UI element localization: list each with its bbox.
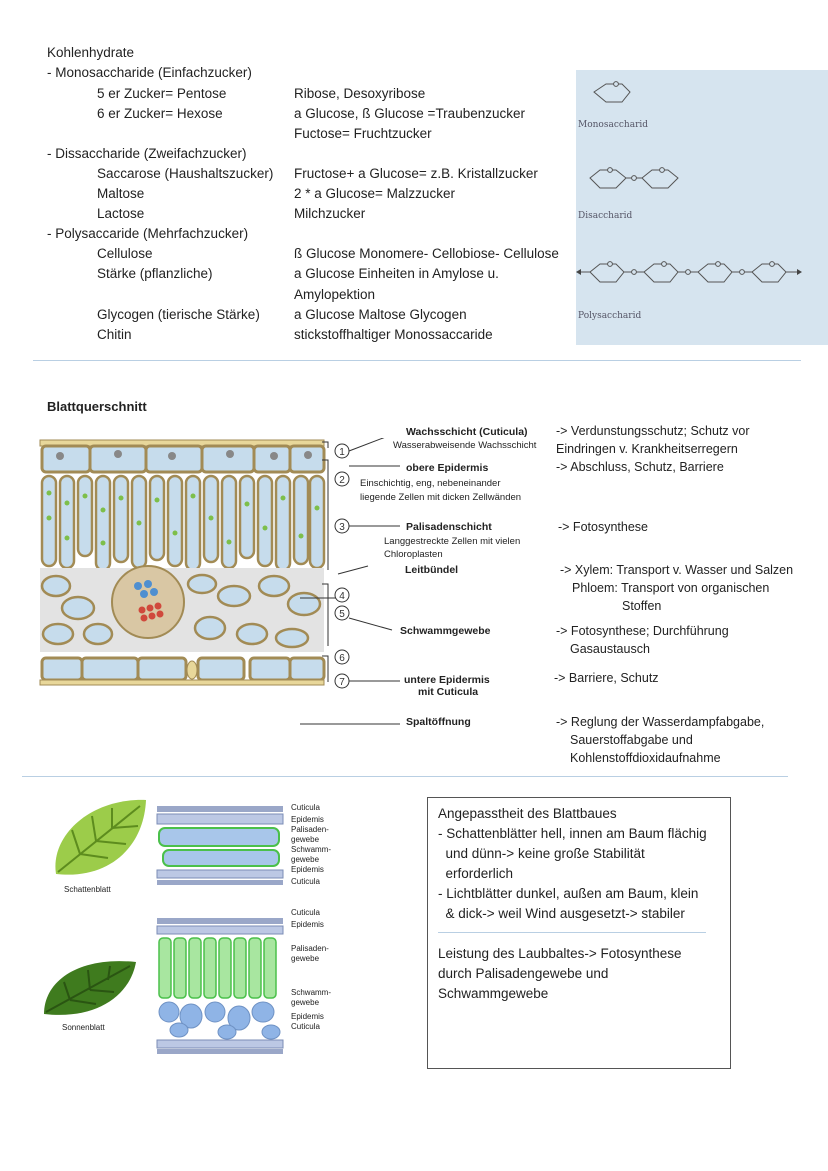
sugar-ring bbox=[752, 264, 786, 282]
di-term: Lactose bbox=[97, 206, 145, 221]
layer-label: Schwamm- bbox=[291, 988, 332, 997]
summary-line: Schwammgewebe bbox=[438, 986, 549, 1001]
layer-label: Schwamm- bbox=[291, 845, 332, 854]
marker-4: 4 bbox=[339, 591, 345, 602]
note-spongy: -> Fotosynthese; Durchführung bbox=[556, 624, 729, 638]
note-palisade: -> Fotosynthese bbox=[558, 520, 648, 534]
caption-di: Disaccharid bbox=[578, 211, 633, 221]
sugar-ring bbox=[698, 264, 732, 282]
label-vascular-bundle: Leitbündel bbox=[405, 564, 459, 576]
sugar-ring bbox=[590, 170, 626, 188]
shade-leaf-section bbox=[155, 804, 285, 888]
label-upper-sub1: Einschichtig, eng, nebeneinander bbox=[360, 478, 501, 489]
note-stoma-3: Kohlenstoffdioxidaufnahme bbox=[570, 751, 721, 765]
layer-label: gewebe bbox=[291, 855, 320, 864]
vascular-bundle bbox=[112, 566, 184, 638]
mono-term: 6 er Zucker= Hexose bbox=[97, 106, 223, 121]
poly-desc: Amylopektion bbox=[294, 287, 376, 302]
label-palisade-sub2: Chloroplasten bbox=[384, 549, 443, 560]
label-cuticula-sub: Wasserabweisende Wachsschicht bbox=[393, 440, 537, 451]
summary-line: - Lichtblätter dunkel, außen am Baum, klein bbox=[438, 886, 699, 901]
mono-term: 5 er Zucker= Pentose bbox=[97, 86, 227, 101]
sugar-ring bbox=[590, 264, 624, 282]
note-stoma: -> Reglung der Wasserdampfabgabe, bbox=[556, 715, 765, 729]
summary-line: Leistung des Laubbaltes-> Fotosynthese bbox=[438, 946, 682, 961]
layer-label: gewebe bbox=[291, 998, 320, 1007]
caption-poly: Polysaccharid bbox=[578, 311, 642, 321]
layer-label: Epidemis bbox=[291, 865, 324, 874]
sun-leaf-section bbox=[155, 916, 285, 1056]
label-palisade: Palisadenschicht bbox=[406, 521, 492, 533]
note-phloem-2: Stoffen bbox=[622, 599, 662, 613]
note-stoma-2: Sauerstoffabgabe und bbox=[570, 733, 693, 747]
mono-desc: Fuctose= Fruchtzucker bbox=[294, 126, 432, 141]
saccharide-diagram-panel bbox=[576, 70, 828, 345]
summary-line: und dünn-> keine große Stabilität bbox=[438, 846, 645, 861]
lower-epidermis-cells bbox=[42, 658, 324, 680]
sugar-ring bbox=[642, 170, 678, 188]
note-cuticula-2: Eindringen v. Krankheitserregern bbox=[556, 442, 738, 456]
sugar-ring bbox=[644, 264, 678, 282]
summary-line: & dick-> weil Wind ausgesetzt-> stabiler bbox=[438, 906, 685, 921]
palisade-cells bbox=[42, 476, 324, 570]
section-divider bbox=[33, 360, 801, 361]
saccharide-rings bbox=[576, 70, 828, 345]
summary-title: Angepasstheit des Blattbaues bbox=[438, 806, 617, 821]
layer-label: gewebe bbox=[291, 835, 320, 844]
label-lower-cuticula: mit Cuticula bbox=[418, 686, 479, 698]
marker-5: 5 bbox=[339, 609, 345, 620]
marker-2: 2 bbox=[339, 475, 345, 486]
summary-line: - Schattenblätter hell, innen am Baum flächig bbox=[438, 826, 707, 841]
sun-layer-labels bbox=[291, 908, 331, 1032]
ring-oxygen bbox=[614, 82, 619, 87]
carbs-title: Kohlenhydrate bbox=[47, 45, 135, 60]
di-desc: 2 * a Glucose= Malzzucker bbox=[294, 186, 455, 201]
layer-label: gewebe bbox=[291, 954, 320, 963]
stoma bbox=[187, 661, 197, 679]
mono-desc: Ribose, Desoxyribose bbox=[294, 86, 426, 101]
shade-layer-labels bbox=[291, 803, 331, 887]
di-term: Saccarose (Haushaltszucker) bbox=[97, 166, 274, 181]
marker-6: 6 bbox=[339, 653, 345, 664]
poly-term: Cellulose bbox=[97, 246, 153, 261]
label-upper-epidermis: obere Epidermis bbox=[406, 462, 489, 474]
sun-leaf-caption: Sonnenblatt bbox=[62, 1023, 105, 1032]
label-cuticula: Wachsschicht (Cuticula) bbox=[406, 426, 528, 438]
marker-7: 7 bbox=[339, 677, 345, 688]
summary-divider bbox=[438, 932, 706, 933]
label-stoma: Spaltöffnung bbox=[406, 716, 471, 728]
di-desc: Milchzucker bbox=[294, 206, 366, 221]
poly-term: Stärke (pflanzliche) bbox=[97, 266, 213, 281]
poly-term: Chitin bbox=[97, 327, 132, 342]
sun-leaf-image bbox=[40, 956, 140, 1020]
note-phloem: Phloem: Transport von organischen bbox=[572, 581, 770, 595]
poly-desc: stickstoffhaltiger Monossaccaride bbox=[294, 327, 493, 342]
label-lower-epidermis: untere Epidermis bbox=[404, 674, 490, 686]
poly-desc: a Glucose Maltose Glycogen bbox=[294, 307, 467, 322]
poly-desc: a Glucose Einheiten in Amylose u. bbox=[294, 266, 499, 281]
layer-label: Cuticula bbox=[291, 908, 320, 917]
note-cuticula: -> Verdunstungsschutz; Schutz vor bbox=[556, 424, 750, 438]
poly-header: - Polysaccaride (Mehrfachzucker) bbox=[47, 226, 249, 241]
summary-line: durch Palisadengewebe und bbox=[438, 966, 609, 981]
leaf-title: Blattquerschnitt bbox=[47, 399, 147, 414]
shade-leaf-image bbox=[50, 796, 150, 882]
leaf-cross-section bbox=[38, 438, 328, 693]
di-desc: Fructose+ a Glucose= z.B. Kristallzucker bbox=[294, 166, 538, 181]
layer-label: Cuticula bbox=[291, 877, 320, 886]
caption-mono: Monosaccharid bbox=[578, 120, 649, 130]
marker-1: 1 bbox=[339, 447, 345, 458]
layer-label: Epidemis bbox=[291, 815, 324, 824]
note-spongy-2: Gasaustausch bbox=[570, 642, 650, 656]
summary-line: erforderlich bbox=[438, 866, 514, 881]
section-divider bbox=[22, 776, 788, 777]
note-upper-epidermis: -> Abschluss, Schutz, Barriere bbox=[556, 460, 724, 474]
note-xylem: -> Xylem: Transport v. Wasser und Salzen bbox=[560, 563, 794, 577]
sugar-ring bbox=[594, 84, 630, 102]
upper-epidermis-cells bbox=[42, 446, 324, 472]
note-lower-epidermis: -> Barriere, Schutz bbox=[554, 671, 659, 685]
label-palisade-sub1: Langgestreckte Zellen mit vielen bbox=[384, 536, 521, 547]
shade-leaf-caption: Schattenblatt bbox=[64, 885, 111, 894]
layer-label: Epidemis bbox=[291, 1012, 324, 1021]
layer-label: Epidemis bbox=[291, 920, 324, 929]
di-header: - Dissaccharide (Zweifachzucker) bbox=[47, 146, 247, 161]
layer-label: Palisaden- bbox=[291, 944, 329, 953]
marker-3: 3 bbox=[339, 522, 345, 533]
mono-header: - Monosaccharide (Einfachzucker) bbox=[47, 65, 252, 80]
mono-desc: a Glucose, ß Glucose =Traubenzucker bbox=[294, 106, 525, 121]
poly-desc: ß Glucose Monomere- Cellobiose- Cellulose bbox=[294, 246, 559, 261]
layer-label: Palisaden- bbox=[291, 825, 329, 834]
di-term: Maltose bbox=[97, 186, 145, 201]
summary-box bbox=[427, 797, 731, 1069]
layer-label: Cuticula bbox=[291, 803, 320, 812]
label-spongy: Schwammgewebe bbox=[400, 625, 491, 637]
poly-term: Glycogen (tierische Stärke) bbox=[97, 307, 260, 322]
label-upper-sub2: liegende Zellen mit dicken Zellwänden bbox=[360, 492, 522, 503]
layer-label: Cuticula bbox=[291, 1022, 320, 1031]
